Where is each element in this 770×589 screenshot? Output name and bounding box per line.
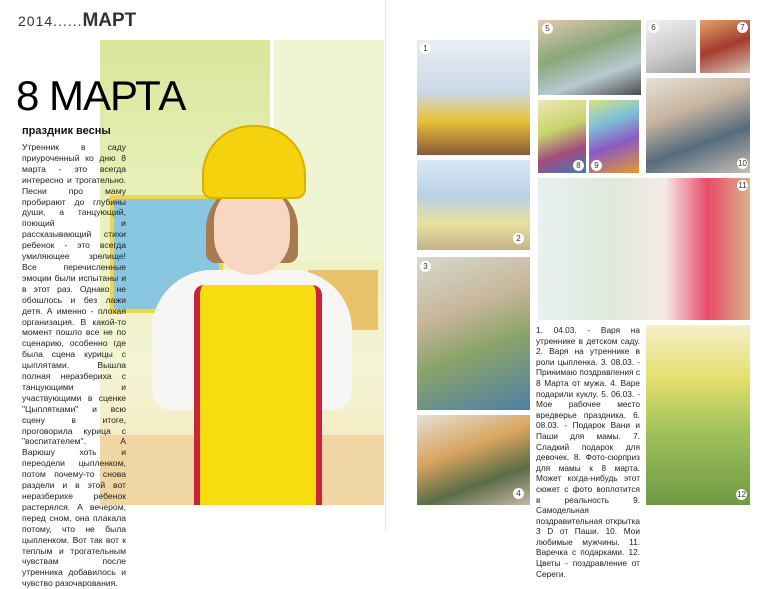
photo-3 — [417, 257, 530, 410]
photo-number: 6 — [648, 22, 659, 33]
photo-4 — [417, 415, 530, 505]
photo-number: 7 — [737, 22, 748, 33]
photo-number: 9 — [591, 160, 602, 171]
photo-12 — [646, 325, 750, 505]
article-body: Утренник в саду приуроченный ко дню 8 марта - это всегда интересно и трогательно. Песни про маму пробирают до глубины души, а танцующий, поющий и рассказывающий стихи ребенок - это всегда умиляющее зрелище! Все перечисленные эмоции были испытаны и в этот раз. Однако не обошлось и без лажи детя. А именно - плохая организация. В какой-то момент пошло все не по сценарию, особенно где была сцена курицы с цыплятами. Вышла полная неразбериха с танцующими и участвующими в сценке "Цыплятками" и всю сцену в итоге, проговорила курица с "воспитателем". А Варюшу хоть и переодели цыпленком, потом почему-то снова раздели и в этой вот неразберихе ребенок растерялся. А вечером, перед сном, она плакала потому, что не была цыпленком. Вот так вот к теплым и трогательным чувствам после утренника добавилось и чувство разочарования. — [22, 142, 126, 589]
photo-11 — [538, 178, 750, 320]
photo-number: 5 — [542, 23, 553, 34]
photo-number: 1 — [420, 43, 431, 54]
photo-5 — [538, 20, 641, 95]
photo-8 — [538, 100, 586, 173]
photo-captions: 1. 04.03. - Варя на утреннике в детском саду. 2. Варя на утреннике в роли цыпленка. 3. 08.03. - Принимаю поздравления с 8 Марта от мужа. 4. Варе подарили куклу. 5. 06.03. - Мое рабочее место вредверье праздника. 6. 08.03. - Подарок Вани и Паши для мамы. 7. Сладкий подарок для девочек. 8. Фото-сюрприз для мамы к 8 марта. Может когда-нибудь этот сюжет с фото воплотится в реальность 9. Самодельная поздравительная открытка 3 D от Паши. 10. Мои любимые мужчины. 11. Варечка с подарками. 12. Цветы - поздравление от Сереги. — [536, 325, 640, 579]
photo-1 — [417, 40, 530, 155]
photo-2 — [417, 160, 530, 250]
header-year: 2014...... — [18, 13, 83, 29]
girl-figure — [152, 125, 352, 505]
photo-number: 8 — [573, 160, 584, 171]
photo-number: 12 — [737, 490, 746, 499]
photo-number: 10 — [738, 159, 747, 168]
photo-7 — [700, 20, 750, 73]
page-title: 8 МАРТА — [16, 72, 186, 119]
girl-dress — [194, 285, 322, 505]
photo-10 — [646, 78, 750, 173]
photo-number: 11 — [738, 181, 747, 190]
girl-kokoshnik — [202, 125, 306, 199]
photo-6 — [646, 20, 696, 73]
photo-number: 3 — [420, 261, 431, 272]
page-header — [18, 10, 136, 32]
photo-number: 4 — [513, 488, 524, 499]
header-month: МАРТ — [82, 10, 137, 31]
photo-9 — [589, 100, 639, 173]
photo-number: 2 — [513, 233, 524, 244]
article-subtitle: праздник весны — [22, 125, 111, 137]
